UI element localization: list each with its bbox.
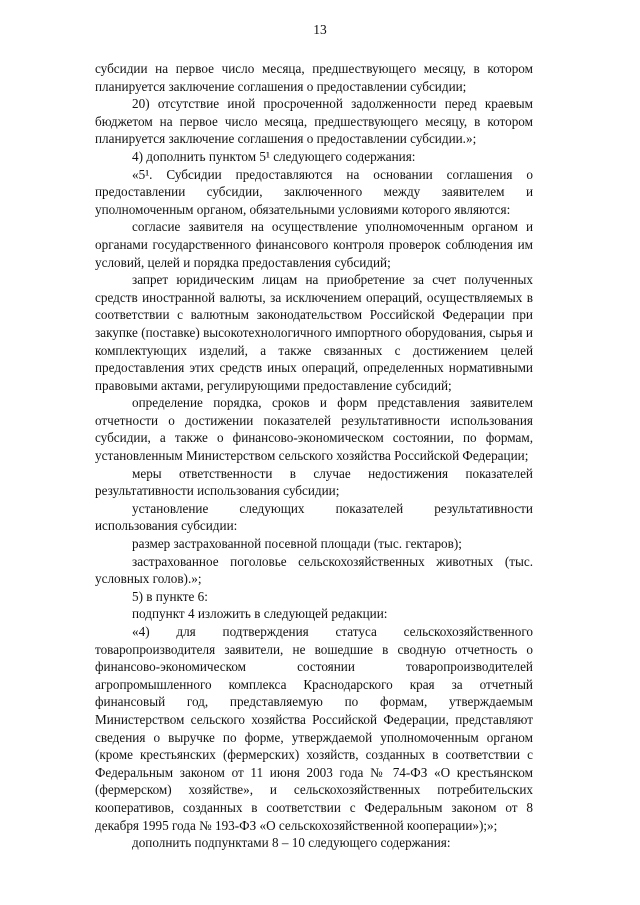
paragraph-item-5: 5) в пункте 6: (132, 588, 208, 604)
paragraph-clause-5-1: «5¹. Субсидии предоставляются на основании соглашения о предоставлении субсидии, заключенного между заявителем и уполномоченным органом, обязательными условиями которого являются: (95, 166, 533, 217)
paragraph-add-subitems: дополнить подпунктами 8 – 10 следующего содержания: (132, 835, 451, 851)
paragraph-insured-area: размер застрахованной посевной площади (тыс. гектаров); (132, 536, 462, 552)
paragraph-subitem-4-edit: подпункт 4 изложить в следующей редакции: (132, 606, 388, 622)
paragraph-reporting-order: определение порядка, сроков и форм представления заявителем отчетности о достижении показателей результативности использования субсидии, а также о финансово-экономическом состоянии, по формам, установленным Министерством сельского хозяйства Российской Федерации; (95, 395, 533, 464)
paragraph-indicators: установление следующих показателей результативности использования субсидии: (95, 500, 533, 534)
page-number: 13 (313, 22, 327, 37)
paragraph-subitem-4-text: «4) для подтверждения статуса сельскохозяйственного товаропроизводителя заявители, не вошедшие в сводную отчетность о финансово-экономическом состоянии товаропроизводителей агропромышленного комплекса Краснодарского края за отчетный финансовый год, представляемую по формам, утверждаемым Министерством сельского хозяйства Российской Федерации, представляют сведения о выручке по форме, утверждаемой уполномоченным органом (кроме крестьянских (фермерских) хозяйств, созданных в соответствии с Федеральным законом от 11 июня 2003 года № 74-ФЗ «О крестьянском (фермерском) хозяйстве», и сельскохозяйственных потребительских кооперативов, созданных в соответствии с Федеральным законом от 8 декабря 1995 года № 193-ФЗ «О сельскохозяйственной кооперации»);»; (95, 624, 533, 833)
document-body (95, 60, 533, 852)
paragraph-consent-condition: согласие заявителя на осуществление уполномоченным органом и органами государственного финансового контроля проверок соблюдения им условий, целей и порядка предоставления субсидий; (95, 219, 533, 270)
paragraph-currency-ban: запрет юридическим лицам на приобретение за счет полученных средств иностранной валюты, за исключением операций, осуществляемых в соответствии с валютным законодательством Российской Федерации при закупке (поставке) высокотехнологичного импортного оборудования, сырья и комплектующих изделий, а также связанных с достижением целей предоставления этих средств иных операций, определенных нормативными правовыми актами, регулирующими предоставление субсидий; (95, 272, 533, 393)
paragraph-continuation: субсидии на первое число месяца, предшествующего месяцу, в котором планируется заключение соглашения о предоставлении субсидии; (95, 61, 533, 94)
paragraph-item-4: 4) дополнить пунктом 5¹ следующего содержания: (132, 148, 416, 164)
paragraph-liability: меры ответственности в случае недостижения показателей результативности использования субсидии; (95, 465, 533, 499)
paragraph-insured-livestock: застрахованное поголовье сельскохозяйственных животных (тыс. условных голов).»; (95, 553, 533, 587)
paragraph-item-20: 20) отсутствие иной просроченной задолженности перед краевым бюджетом на первое число месяца, предшествующего месяцу, в котором планируется заключение соглашения о предоставлении субсидии.»; (95, 96, 533, 147)
